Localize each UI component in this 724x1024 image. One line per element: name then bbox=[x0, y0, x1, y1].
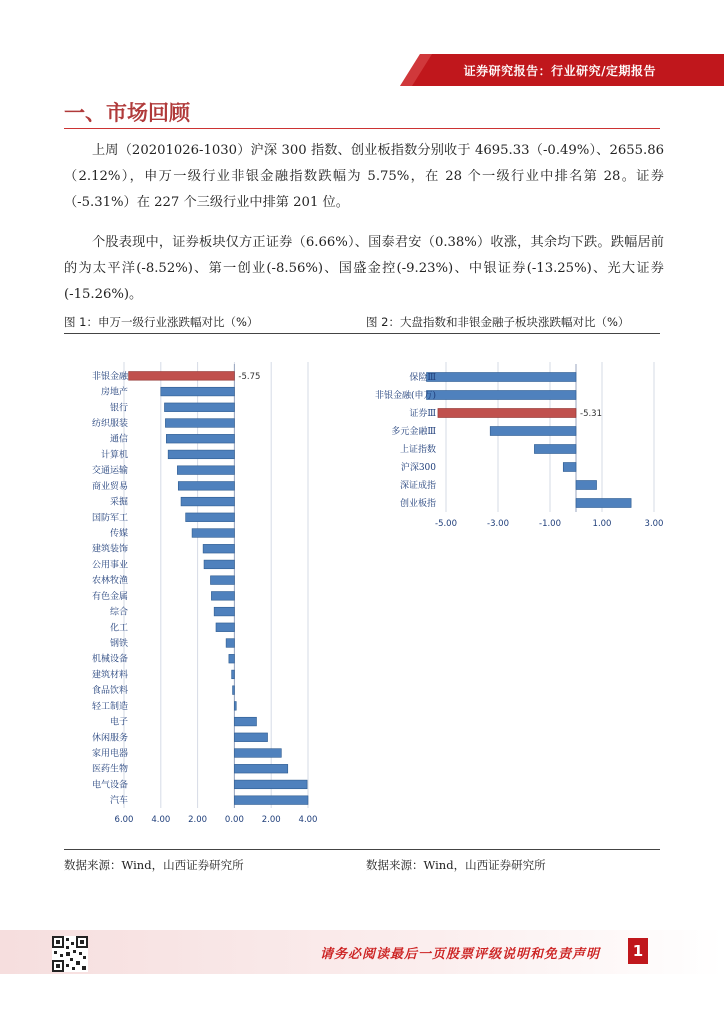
chart-1-category-label: 汽车 bbox=[109, 796, 128, 807]
chart-1-bar bbox=[211, 592, 234, 601]
chart-1-bar bbox=[233, 686, 235, 695]
chart-1-bar bbox=[204, 560, 234, 569]
chart-1-category-label: 国防军工 bbox=[91, 513, 128, 524]
chart-1-bar bbox=[232, 670, 235, 679]
chart-1-category-label: 纺织服装 bbox=[91, 419, 128, 429]
page-number: 1 bbox=[628, 938, 648, 964]
market-review-paragraph-2: 个股表现中，证券板块仅方正证券（6.66%）、国泰君安（0.38%）收涨，其余均下跌。跌幅居前的为太平洋(-8.52%)、第一创业(-8.56%)、国盛金控(-9.23%)、中银证券(-13.25%)、光大证券(-15.26%)。 bbox=[64, 235, 664, 302]
chart-1-bar bbox=[210, 576, 234, 585]
industry-change-chart bbox=[64, 356, 344, 836]
chart-1-bar bbox=[234, 717, 256, 726]
figure-2-source: 数据来源：Wind，山西证券研究所 bbox=[366, 858, 546, 872]
chart-1-bar bbox=[165, 419, 234, 428]
chart-1-bar bbox=[161, 387, 235, 396]
chart-1-category-label: 轻工制造 bbox=[91, 701, 128, 712]
chart-1-x-tick: 6.00 bbox=[114, 815, 134, 825]
chart-2-bar bbox=[427, 391, 577, 400]
qr-code-icon bbox=[52, 936, 88, 972]
report-type-title: 证券研究报告：行业研究/定期报告 bbox=[463, 64, 656, 78]
section-divider bbox=[64, 128, 660, 129]
chart-1-bar bbox=[181, 497, 234, 506]
chart-1-category-label: 公用事业 bbox=[91, 560, 128, 571]
chart-1-bar bbox=[192, 529, 234, 538]
chart-1-category-label: 通信 bbox=[109, 434, 128, 445]
chart-1-category-label: 机械设备 bbox=[91, 654, 128, 665]
chart-2-bar bbox=[534, 445, 576, 454]
chart-1-category-label: 房地产 bbox=[100, 387, 128, 398]
chart-1-category-label: 建筑装饰 bbox=[91, 544, 128, 555]
figure-1-caption: 图 1：申万一级行业涨跌幅对比（%） bbox=[64, 315, 259, 329]
chart-1-category-label: 电气设备 bbox=[91, 780, 128, 791]
chart-2-category-label: 证券Ⅲ bbox=[409, 409, 436, 419]
chart-1-bar bbox=[234, 749, 281, 758]
chart-1-data-label: -5.75 bbox=[238, 371, 261, 382]
chart-1-category-label: 非银金融 bbox=[91, 371, 128, 382]
chart-1-bar bbox=[203, 544, 234, 553]
chart-2-category-label: 深证成指 bbox=[399, 481, 436, 491]
chart-1-x-tick: 0.00 bbox=[224, 815, 244, 825]
chart-2-category-label: 保险Ⅲ bbox=[409, 373, 436, 383]
chart-1-category-label: 建筑材料 bbox=[91, 670, 128, 681]
chart-1-bar bbox=[129, 372, 235, 381]
chart-2-x-tick: -3.00 bbox=[487, 519, 509, 529]
chart-1-category-label: 家用电器 bbox=[91, 749, 128, 759]
chart-2-bar bbox=[427, 373, 577, 382]
chart-1-category-label: 采掘 bbox=[109, 497, 128, 508]
chart-2-bar bbox=[576, 499, 631, 508]
chart-1-bar bbox=[216, 623, 234, 632]
chart-1-category-label: 医药生物 bbox=[91, 764, 128, 775]
chart-1-bar bbox=[234, 780, 307, 789]
market-review-paragraph-1: 上周（20201026-1030）沪深 300 指数、创业板指数分别收于 4695.33（-0.49%）、2655.86（2.12%），申万一级行业非银金融指数跌幅为 5.75%，在 28 个一级行业中排名第 28。证券（-5.31%）在 227 个三级行业中排第 201 位。 bbox=[64, 143, 664, 210]
chart-1-category-label: 食品饮料 bbox=[91, 686, 128, 697]
chart-1-bar bbox=[234, 764, 287, 773]
chart-2-category-label: 多元金融Ⅲ bbox=[391, 427, 436, 437]
chart-1-category-label: 交通运输 bbox=[91, 466, 128, 477]
figure-2-caption: 图 2：大盘指数和非银金融子板块涨跌幅对比（%） bbox=[366, 315, 630, 329]
chart-1-x-tick: 2.00 bbox=[261, 815, 281, 825]
chart-2-data-label: -5.31 bbox=[580, 409, 602, 419]
section-title: 一、市场回顾 bbox=[64, 101, 190, 125]
figure-1-source: 数据来源：Wind，山西证券研究所 bbox=[64, 858, 244, 872]
disclaimer-text: 请务必阅读最后一页股票评级说明和免责声明 bbox=[319, 947, 600, 962]
chart-1-category-label: 传媒 bbox=[109, 529, 128, 539]
chart-1-bar bbox=[226, 639, 234, 648]
chart-2-bar bbox=[563, 463, 576, 472]
chart-2-category-label: 非银金融(申万) bbox=[374, 391, 436, 401]
chart-2-bar bbox=[576, 481, 597, 490]
chart-2-bar bbox=[438, 409, 576, 418]
chart-1-category-label: 有色金属 bbox=[91, 591, 128, 602]
index-subsector-change-chart bbox=[366, 356, 666, 536]
chart-1-bar bbox=[234, 733, 267, 742]
chart-2-x-tick: 3.00 bbox=[644, 519, 664, 529]
chart-1-category-label: 计算机 bbox=[100, 450, 128, 461]
chart-1-bar bbox=[168, 450, 234, 459]
chart-1-x-tick: 4.00 bbox=[298, 815, 318, 825]
chart-1-bar bbox=[234, 796, 308, 805]
chart-1-category-label: 化工 bbox=[109, 623, 128, 634]
chart-1-category-label: 农林牧渔 bbox=[91, 576, 128, 587]
chart-1-bar bbox=[178, 482, 234, 491]
figure-bottom-rule bbox=[64, 849, 660, 850]
chart-1-category-label: 综合 bbox=[109, 607, 128, 618]
chart-1-bar bbox=[229, 654, 235, 663]
chart-2-x-tick: -5.00 bbox=[435, 519, 457, 529]
chart-2-category-label: 上证指数 bbox=[399, 445, 436, 455]
chart-1-bar bbox=[214, 607, 234, 616]
chart-1-category-label: 电子 bbox=[109, 717, 128, 728]
chart-2-x-tick: 1.00 bbox=[592, 519, 612, 529]
chart-1-bar bbox=[164, 403, 234, 412]
chart-1-category-label: 商业贸易 bbox=[91, 481, 128, 492]
chart-2-x-tick: -1.00 bbox=[539, 519, 561, 529]
figure-top-rule bbox=[64, 333, 660, 334]
chart-1-bar bbox=[234, 702, 236, 711]
chart-1-x-tick: 4.00 bbox=[151, 815, 171, 825]
chart-1-bar bbox=[166, 434, 234, 443]
chart-1-category-label: 休闲服务 bbox=[91, 733, 128, 744]
chart-2-bar bbox=[490, 427, 576, 436]
chart-2-category-label: 沪深300 bbox=[400, 463, 436, 473]
chart-1-bar bbox=[177, 466, 234, 475]
chart-1-bar bbox=[186, 513, 235, 522]
chart-1-category-label: 钢铁 bbox=[109, 639, 128, 649]
chart-1-x-tick: 2.00 bbox=[188, 815, 208, 825]
chart-2-category-label: 创业板指 bbox=[399, 499, 436, 509]
chart-1-category-label: 银行 bbox=[109, 403, 128, 414]
